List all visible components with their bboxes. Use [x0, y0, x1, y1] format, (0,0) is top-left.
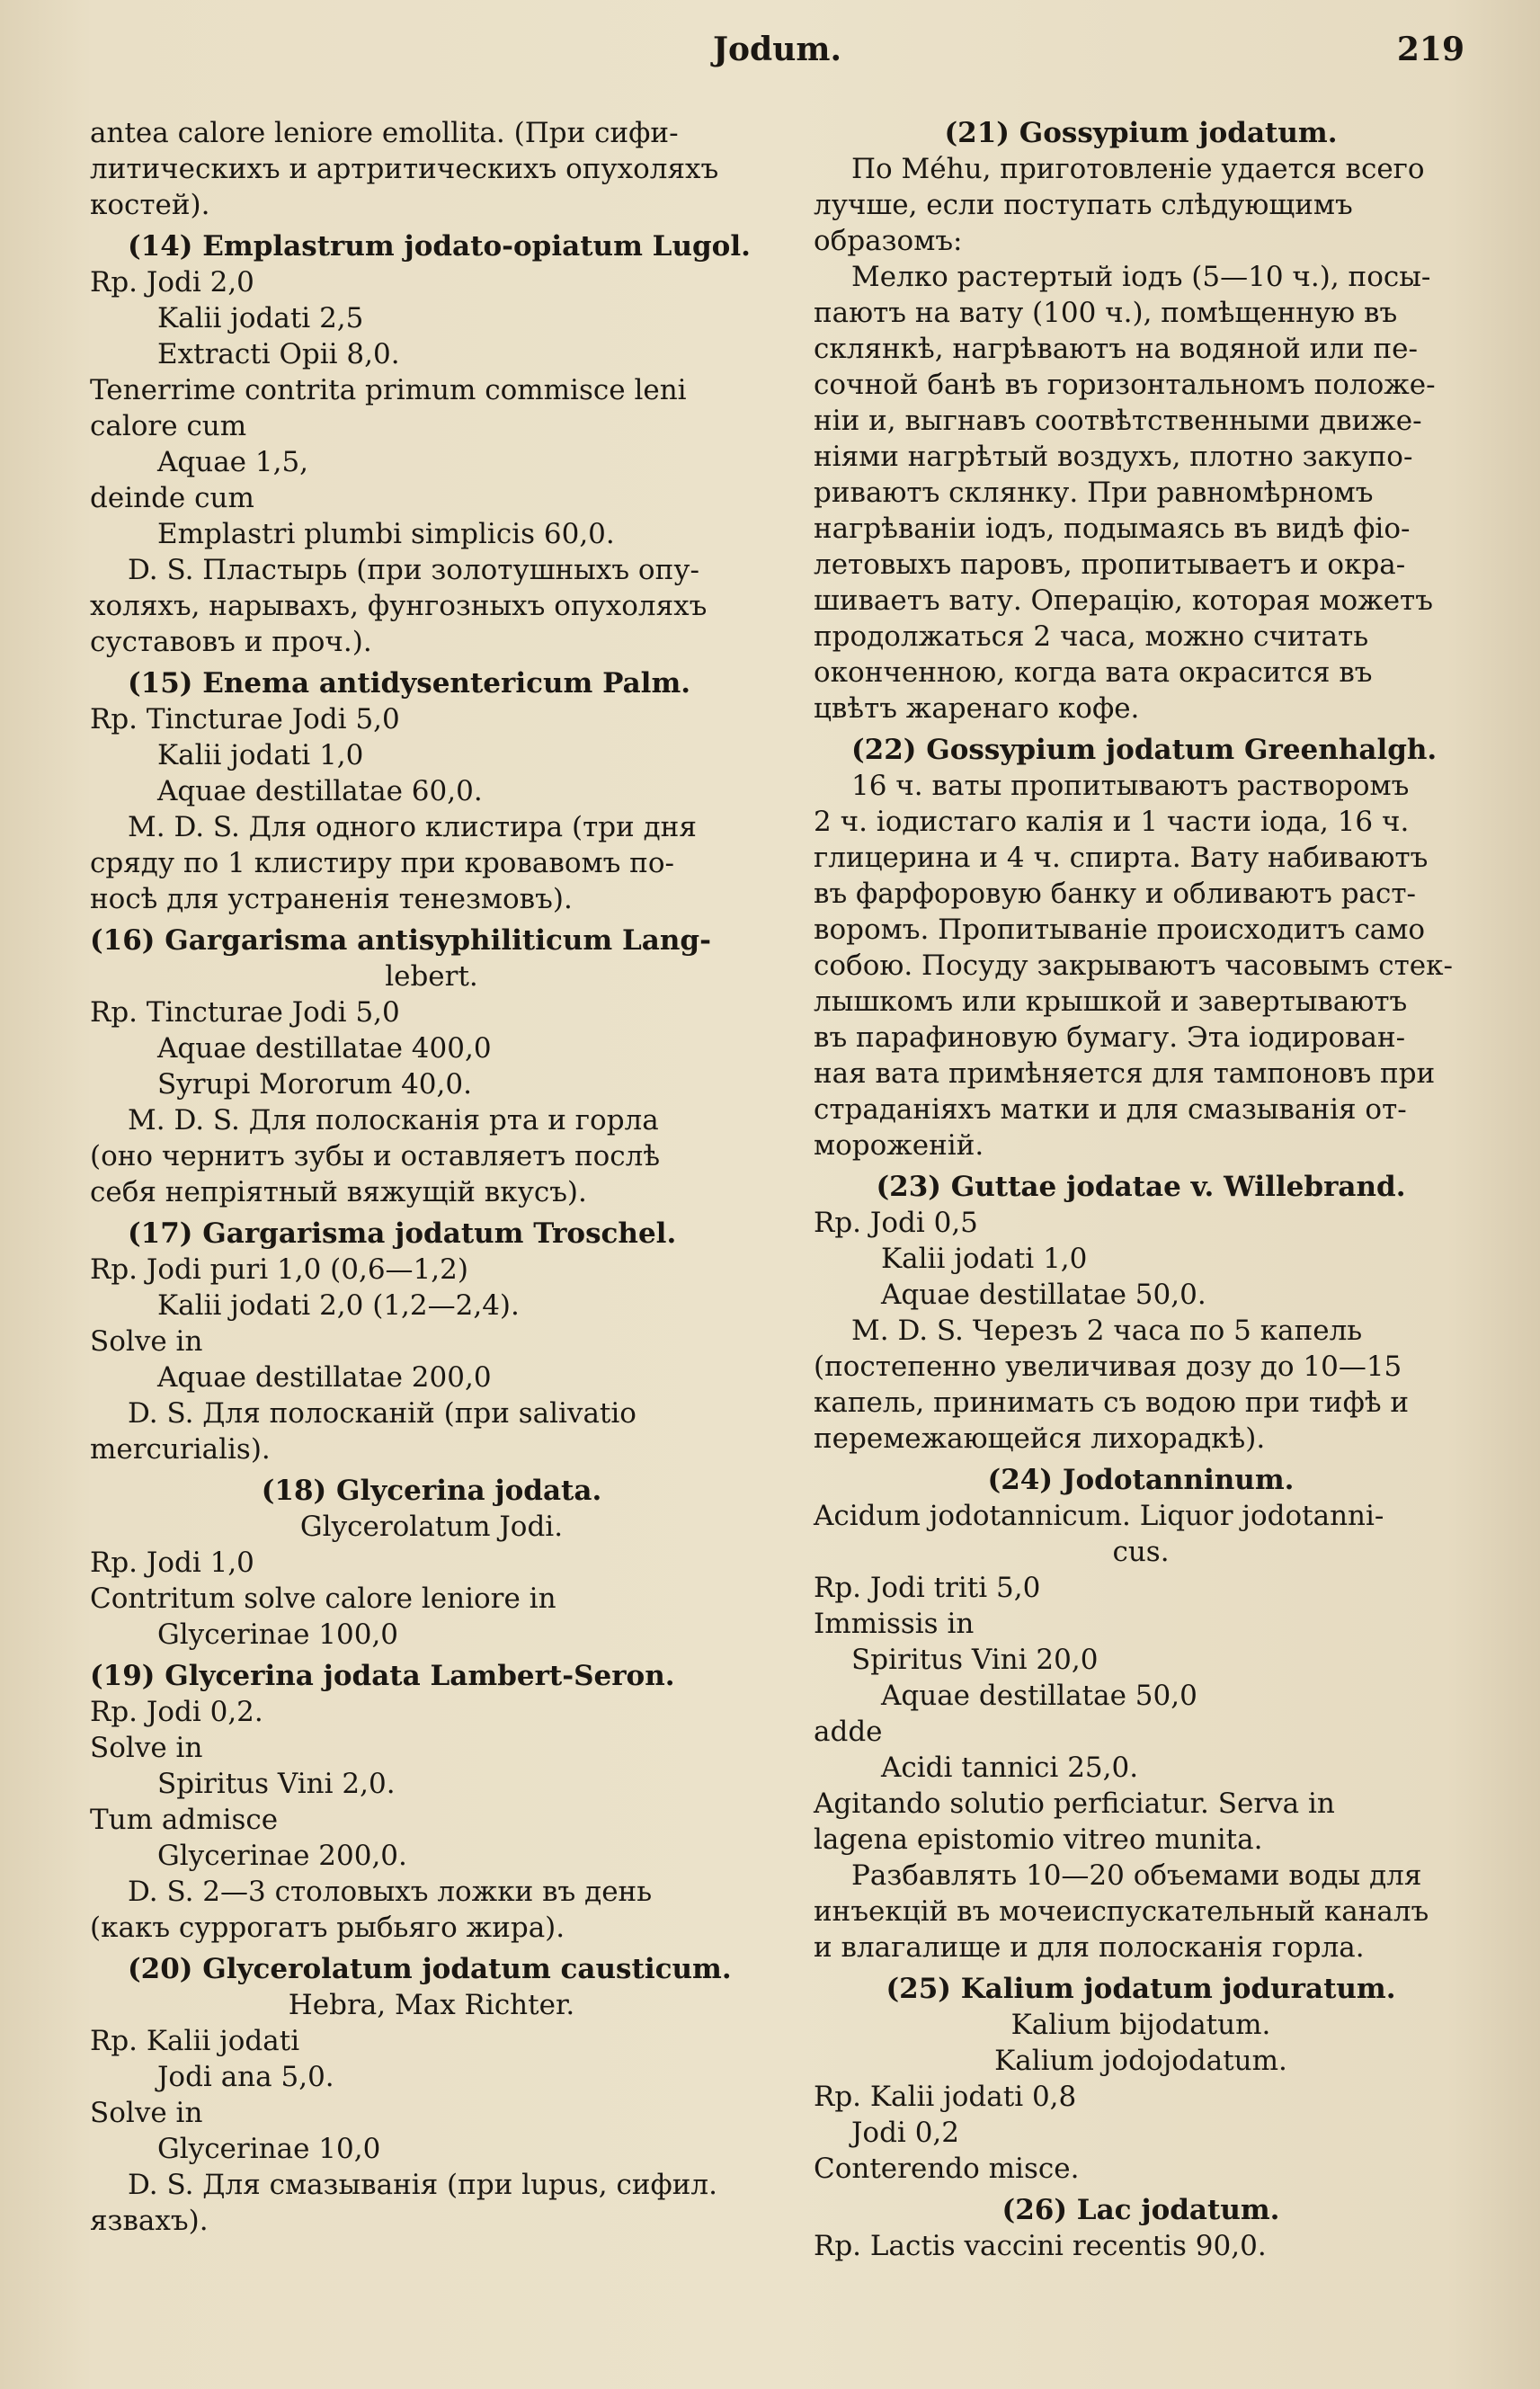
text-line: Spiritus Vini 2,0.	[157, 1768, 396, 1800]
running-header	[90, 31, 1464, 76]
text-line: летовыхъ паровъ, пропитываетъ и окра-	[814, 548, 1406, 581]
text-line: костей).	[90, 189, 210, 221]
text-line: 2 ч. іодистаго калія и 1 части іода, 16 ч.	[814, 806, 1410, 838]
text-line: Agitando solutio perficiatur. Serva in	[814, 1787, 1335, 1820]
text-line: Rp. Jodi triti 5,0	[814, 1572, 1041, 1604]
text-line: Rp. Jodi puri 1,0 (0,6—1,2)	[90, 1253, 468, 1286]
text-line: (26) Lac jodatum.	[1001, 2194, 1280, 2226]
text-line: Aquae destillatae 200,0	[157, 1361, 492, 1394]
text-line: (23) Guttae jodatae v. Willebrand.	[876, 1171, 1406, 1203]
left-column	[90, 115, 773, 2239]
text-line: Rp. Jodi 0,2.	[90, 1696, 263, 1728]
text-line: Rp. Tincturae Jodi 5,0	[90, 703, 400, 735]
text-line: Rp. Tincturae Jodi 5,0	[90, 996, 400, 1029]
text-line: Kalii jodati 2,5	[157, 302, 364, 334]
text-line: (14) Emplastrum jodato-opiatum Lugol.	[128, 230, 751, 263]
text-line: собою. Посуду закрываютъ часовымъ стек-	[814, 949, 1453, 982]
text-line: lagena epistomio vitreo munita.	[814, 1823, 1263, 1856]
page-number: 219	[1396, 31, 1464, 68]
text-line: antea calore leniore emollita. (При сифи-	[90, 117, 679, 149]
text-line: Kalium jodojodatum.	[994, 2045, 1287, 2077]
text-line: D. S. Пластырь (при золотушныхъ опу-	[128, 554, 699, 586]
text-line: суставовъ и проч.).	[90, 626, 372, 658]
text-line: По Méhu, приготовленіе удается всего	[851, 153, 1425, 185]
text-line: Tum admisce	[90, 1804, 279, 1836]
text-line: мороженій.	[814, 1129, 984, 1162]
text-line: Glycerinae 10,0	[157, 2133, 381, 2165]
text-line: (21) Gossypium jodatum.	[944, 117, 1338, 149]
text-line: D. S. Для полосканій (при salivatio	[128, 1397, 636, 1430]
text-line: литическихъ и артритическихъ опухоляхъ	[90, 153, 719, 185]
text-line: Aquae 1,5,	[157, 446, 309, 478]
right-column	[814, 115, 1468, 2264]
text-line: Aquae destillatae 60,0.	[157, 775, 483, 807]
text-line: (24) Jodotanninum.	[987, 1464, 1295, 1496]
text-line: Jodi 0,2	[851, 2117, 960, 2149]
text-line: Glycerolatum Jodi.	[299, 1511, 564, 1543]
text-line: страданіяхъ матки и для смазыванія от-	[814, 1093, 1407, 1126]
text-line: (постепенно увеличивая дозу до 10—15	[814, 1350, 1402, 1383]
text-line: Aquae destillatae 50,0	[881, 1680, 1197, 1712]
text-line: Rp. Jodi 1,0	[90, 1547, 254, 1579]
text-line: капель, принимать съ водою при тифѣ и	[814, 1386, 1410, 1419]
text-line: Conterendo misce.	[814, 2153, 1080, 2185]
text-line: ніями нагрѣтый воздухъ, плотно закупо-	[814, 441, 1413, 473]
text-line: Aquae destillatae 50,0.	[881, 1279, 1206, 1311]
text-line: въ парафиновую бумагу. Эта іодирован-	[814, 1021, 1406, 1054]
text-line: оконченною, когда вата окрасится въ	[814, 656, 1373, 689]
text-line: Kalium bijodatum.	[1010, 2009, 1271, 2041]
text-line: lebert.	[385, 960, 478, 993]
text-line: D. S. 2—3 столовыхъ ложки въ день	[128, 1876, 653, 1908]
text-line: Immissis in	[814, 1608, 975, 1640]
text-line: M. D. S. Для одного клистира (три дня	[128, 811, 697, 843]
text-line: (20) Glycerolatum jodatum causticum.	[128, 1953, 732, 1985]
text-line: Rp. Kalii jodati 0,8	[814, 2081, 1077, 2113]
text-line: ная вата примѣняется для тампоновъ при	[814, 1057, 1436, 1090]
text-line: Extracti Opii 8,0.	[157, 338, 400, 370]
text-line: Solve in	[90, 1325, 203, 1358]
text-line: adde	[814, 1716, 883, 1748]
text-line: (17) Gargarisma jodatum Troschel.	[128, 1217, 677, 1250]
text-line: ніи и, выгнавъ соотвѣтственными движе-	[814, 405, 1422, 437]
text-line: глицерина и 4 ч. спирта. Вату набиваютъ	[814, 842, 1429, 874]
text-line: (15) Enema antidysentericum Palm.	[128, 667, 691, 700]
text-line: инъекцій въ мочеиспускательный каналъ	[814, 1895, 1429, 1928]
text-line: нагрѣваніи іодъ, подымаясь въ видѣ фіо-	[814, 513, 1411, 545]
text-line: Rp. Lactis vaccini recentis 90,0.	[814, 2230, 1267, 2262]
text-line: Разбавлять 10—20 объемами воды для	[851, 1859, 1422, 1892]
text-line: Solve in	[90, 1732, 203, 1764]
text-line: Acidi tannici 25,0.	[881, 1752, 1139, 1784]
text-line: Мелко растертый іодъ (5—10 ч.), посы-	[851, 261, 1431, 293]
text-line: Contritum solve calore leniore in	[90, 1582, 556, 1615]
text-line: (22) Gossypium jodatum Greenhalgh.	[851, 734, 1438, 766]
text-line: mercurialis).	[90, 1433, 271, 1466]
text-line: M. D. S. Черезъ 2 часа по 5 капель	[851, 1315, 1363, 1347]
text-line: (18) Glycerina jodata.	[261, 1475, 602, 1507]
text-line: холяхъ, нарывахъ, фунгозныхъ опухоляхъ	[90, 590, 708, 622]
text-line: цвѣтъ жаренаго кофе.	[814, 692, 1140, 725]
text-line: Glycerinae 200,0.	[157, 1840, 407, 1872]
text-line: (19) Glycerina jodata Lambert-Seron.	[90, 1660, 675, 1692]
text-line: Syrupi Mororum 40,0.	[157, 1068, 472, 1101]
text-line: 16 ч. ваты пропитываютъ растворомъ	[851, 770, 1410, 802]
text-line: Acidum jodotannicum. Liquor jodotanni-	[814, 1500, 1384, 1532]
text-line: Kalii jodati 1,0	[157, 739, 364, 771]
text-line: носѣ для устраненія тенезмовъ).	[90, 883, 573, 915]
text-line: Kalii jodati 1,0	[881, 1243, 1088, 1275]
text-line: Rp. Jodi 0,5	[814, 1207, 978, 1239]
text-line: Rp. Kalii jodati	[90, 2025, 300, 2057]
text-line: (оно чернитъ зубы и оставляетъ послѣ	[90, 1140, 661, 1172]
text-line: воромъ. Пропитываніе происходитъ само	[814, 914, 1426, 946]
text-line: Spiritus Vini 20,0	[851, 1644, 1099, 1676]
text-line: (какъ суррогатъ рыбьяго жира).	[90, 1912, 565, 1944]
text-line: шиваетъ вату. Операцію, которая можетъ	[814, 584, 1433, 617]
text-line: склянкѣ, нагрѣваютъ на водяной или пе-	[814, 333, 1418, 365]
text-line: Solve in	[90, 2097, 203, 2129]
text-line: Tenerrime contrita primum commisce leni	[90, 374, 687, 406]
text-line: M. D. S. Для полосканія рта и горла	[128, 1104, 659, 1137]
text-line: Aquae destillatae 400,0	[157, 1032, 492, 1065]
text-line: Glycerinae 100,0	[157, 1618, 399, 1651]
text-line: Emplastri plumbi simplicis 60,0.	[157, 518, 615, 550]
text-line: въ фарфоровую банку и обливаютъ раст-	[814, 878, 1417, 910]
text-line: язвахъ).	[90, 2205, 209, 2237]
text-line: D. S. Для смазыванія (при lupus, сифил.	[128, 2169, 717, 2201]
text-line: перемежающейся лихорадкѣ).	[814, 1422, 1266, 1455]
text-line: себя непріятный вяжущій вкусъ).	[90, 1176, 587, 1208]
text-line: deinde cum	[90, 482, 254, 514]
text-line: (16) Gargarisma antisyphiliticum Lang-	[90, 924, 711, 957]
text-line: calore cum	[90, 410, 247, 442]
text-line: Hebra, Max Richter.	[288, 1989, 575, 2021]
text-line: и влагалище и для полосканія горла.	[814, 1931, 1365, 1964]
text-line: лучше, если поступать слѣдующимъ	[814, 189, 1353, 221]
text-line: сряду по 1 клистиру при кровавомъ по-	[90, 847, 674, 879]
page-title: Jodum.	[712, 31, 841, 68]
text-line: продолжаться 2 часа, можно считать	[814, 620, 1369, 653]
text-line: Rp. Jodi 2,0	[90, 266, 254, 299]
text-line: образомъ:	[814, 225, 963, 257]
text-line: (25) Kalium jodatum joduratum.	[886, 1973, 1396, 2005]
text-line: паютъ на вату (100 ч.), помѣщенную въ	[814, 297, 1398, 329]
text-line: лышкомъ или крышкой и завертываютъ	[814, 985, 1408, 1018]
text-line: риваютъ склянку. При равномѣрномъ	[814, 477, 1374, 509]
text-line: сочной банѣ въ горизонтальномъ положе-	[814, 369, 1436, 401]
text-line: Jodi ana 5,0.	[157, 2061, 334, 2093]
text-line: cus.	[1112, 1536, 1170, 1568]
text-line: Kalii jodati 2,0 (1,2—2,4).	[157, 1289, 520, 1322]
